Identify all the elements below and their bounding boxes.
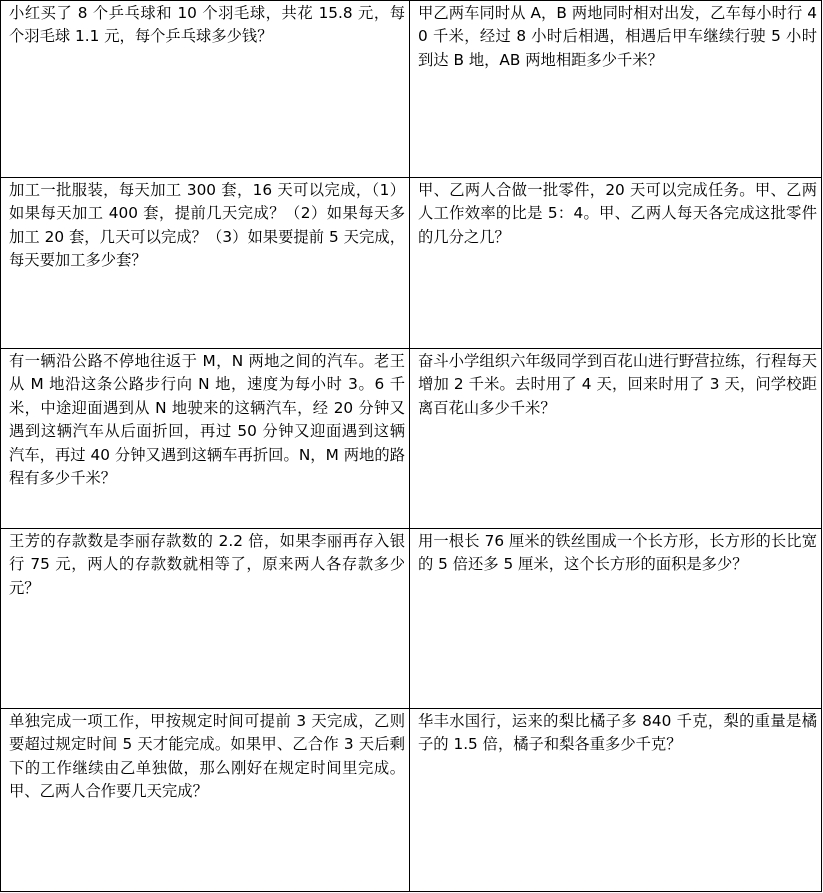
problem-cell-3-left: 有一辆沿公路不停地往返于 M，N 两地之间的汽车。老王从 M 地沿这条公路步行向 N 地，速度为每小时 3。6 千米，中途迎面遇到从 N 地驶来的这辆汽车，经 20 分钟又遇到这辆汽车从后面折回，再过 50 分钟又迎面遇到这辆汽车，再过 40 分钟又遇到这辆车再折回。N，M 两地的路程有多少千米？ xyxy=(1,349,410,529)
problem-cell-1-left: 小红买了 8 个乒乓球和 10 个羽毛球，共花 15.8 元，每个羽毛球 1.1 元，每个乒乓球多少钱？ xyxy=(1,1,410,178)
problem-cell-3-right: 奋斗小学组织六年级同学到百花山进行野营拉练，行程每天增加 2 千米。去时用了 4 天，回来时用了 3 天，问学校距离百花山多少千米？ xyxy=(410,349,822,529)
problem-cell-4-left: 王芳的存款数是李丽存款数的 2.2 倍，如果李丽再存入银行 75 元，两人的存款数就相等了，原来两人各存款多少元？ xyxy=(1,529,410,709)
table-row xyxy=(1,349,822,529)
problem-cell-5-right: 华丰水国行，运来的梨比橘子多 840 千克，梨的重量是橘子的 1.5 倍，橘子和梨各重多少千克？ xyxy=(410,709,822,892)
problem-cell-5-left: 单独完成一项工作，甲按规定时间可提前 3 天完成，乙则要超过规定时间 5 天才能完成。如果甲、乙合作 3 天后剩下的工作继续由乙单独做，那么刚好在规定时间里完成。甲、乙两人合作要几天完成？ xyxy=(1,709,410,892)
table-row xyxy=(1,1,822,178)
table-row xyxy=(1,529,822,709)
problem-cell-2-right: 甲、乙两人合做一批零件，20 天可以完成任务。甲、乙两人工作效率的比是 5：4。甲、乙两人每天各完成这批零件的几分之几？ xyxy=(410,178,822,349)
problem-cell-2-left: 加工一批服装，每天加工 300 套，16 天可以完成，（1）如果每天加工 400 套，提前几天完成？（2）如果每天多加工 20 套，几天可以完成？（3）如果要提前 5 天完成，每天要加工多少套？ xyxy=(1,178,410,349)
table-row xyxy=(1,178,822,349)
table-row xyxy=(1,709,822,892)
problem-cell-4-right: 用一根长 76 厘米的铁丝围成一个长方形，长方形的长比宽的 5 倍还多 5 厘米，这个长方形的面积是多少？ xyxy=(410,529,822,709)
problem-cell-1-right: 甲乙两车同时从 A，B 两地同时相对出发，乙车每小时行 40 千米，经过 8 小时后相遇，相遇后甲车继续行驶 5 小时到达 B 地，AB 两地相距多少千米？ xyxy=(410,1,822,178)
